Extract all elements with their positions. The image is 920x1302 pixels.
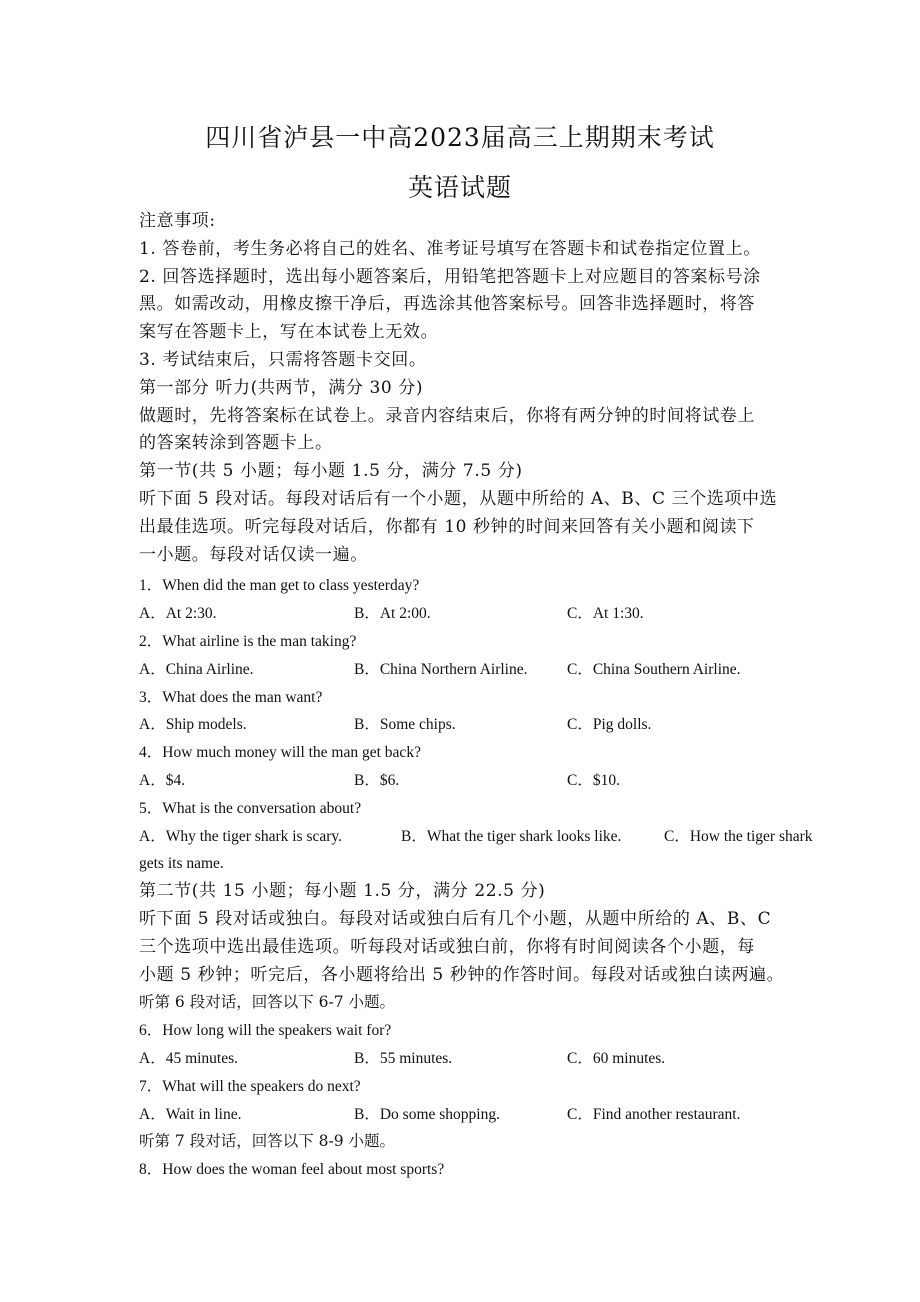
part1-intro: 做题时，先将答案标在试卷上。录音内容结束后，你将有两分钟的时间将试卷上 [139,405,755,426]
question-options [139,656,789,684]
question-options [139,1045,789,1073]
question-options [139,600,789,628]
option-c: C．Find another restaurant. [567,1105,741,1123]
option-b: B．What the tiger shark looks like. [401,827,622,845]
option-b: B．At 2:00. [354,605,431,623]
section1-intro: 一小题。每段对话仅读一遍。 [139,544,368,565]
option-c: C．60 minutes. [567,1049,666,1067]
section2-heading: 第二节(共 15 小题；每小题 1.5 分，满分 22.5 分) [139,881,546,902]
section1-heading: 第一节(共 5 小题；每小题 1.5 分，满分 7.5 分) [139,461,523,482]
option-b: B．Some chips. [354,716,456,734]
question-stem: 5．What is the conversation about? [139,799,362,817]
option-c: C．How the tiger shark [664,827,813,845]
notice-line: 2. 回答选择题时，选出每小题答案后，用铅笔把答题卡上对应题目的答案标号涂 [139,266,761,287]
notice-heading: 注意事项: [139,211,216,231]
dialog-instruction: 听第 6 段对话，回答以下 6-7 小题。 [139,993,396,1012]
section2-intro: 听下面 5 段对话或独白。每段对话或独白后有几个小题，从题中所给的 A、B、C [139,908,772,929]
option-b: B．China Northern Airline. [354,660,528,678]
question-options [139,823,813,851]
option-c: C．$10. [567,771,620,789]
notice-line: 黑。如需改动，用橡皮擦干净后，再选涂其他答案标号。回答非选择题时，将答 [139,294,755,315]
part1-intro: 的答案转涂到答题卡上。 [139,433,333,454]
section1-intro: 出最佳选项。听完每段对话后，你都有 10 秒钟的时间来回答有关小题和阅读下 [139,516,755,537]
notice-line: 3. 考试结束后，只需将答题卡交回。 [139,349,427,370]
question-stem: 8．How does the woman feel about most sports? [139,1161,445,1179]
question-stem: 4．How much money will the man get back? [139,744,421,762]
section2-intro: 小题 5 秒钟；听完后，各小题将给出 5 秒钟的作答时间。每段对话或独白读两遍。 [139,964,785,985]
section2-intro: 三个选项中选出最佳选项。听每段对话或独白前，你将有时间阅读各个小题，每 [139,936,755,957]
notice-line: 案写在答题卡上，写在本试卷上无效。 [139,322,439,343]
question-stem: 1．When did the man get to class yesterday? [139,577,420,595]
question-options [139,1101,789,1129]
option-b: B．Do some shopping. [354,1105,500,1123]
part1-heading: 第一部分 听力(共两节，满分 30 分) [139,377,424,398]
exam-subtitle: 英语试题 [407,173,512,202]
exam-body [139,208,813,1184]
question-stem: 3．What does the man want? [139,688,323,706]
option-c: C．At 1:30. [567,605,644,623]
notice-line: 1. 答卷前，考生务必将自己的姓名、准考证号填写在答题卡和试卷指定位置上。 [139,238,761,259]
exam-title: 四川省泸县一中高2023届高三上期期末考试 [205,123,715,152]
option-a: A．Why the tiger shark is scary. [139,827,343,845]
question-options [139,711,789,739]
option-a: A．At 2:30. [139,605,217,623]
option-b: B．55 minutes. [354,1049,453,1067]
option-b: B．$6. [354,771,400,789]
option-a: A．$4. [139,771,186,789]
option-a: A．45 minutes. [139,1049,239,1067]
question-options [139,767,789,795]
question-stem: 2．What airline is the man taking? [139,632,357,650]
option-a: A．China Airline. [139,660,254,678]
dialog-instruction: 听第 7 段对话，回答以下 8-9 小题。 [139,1132,396,1151]
option-a: A．Wait in line. [139,1105,242,1123]
option-c: C．China Southern Airline. [567,660,741,678]
option-c: C．Pig dolls. [567,716,652,734]
section1-intro: 听下面 5 段对话。每段对话后有一个小题，从题中所给的 A、B、C 三个选项中选 [139,488,778,509]
question-stem: 6．How long will the speakers wait for? [139,1022,392,1040]
option-c-continued: gets its name. [139,855,224,873]
question-stem: 7．What will the speakers do next? [139,1077,361,1095]
option-a: A．Ship models. [139,716,247,734]
